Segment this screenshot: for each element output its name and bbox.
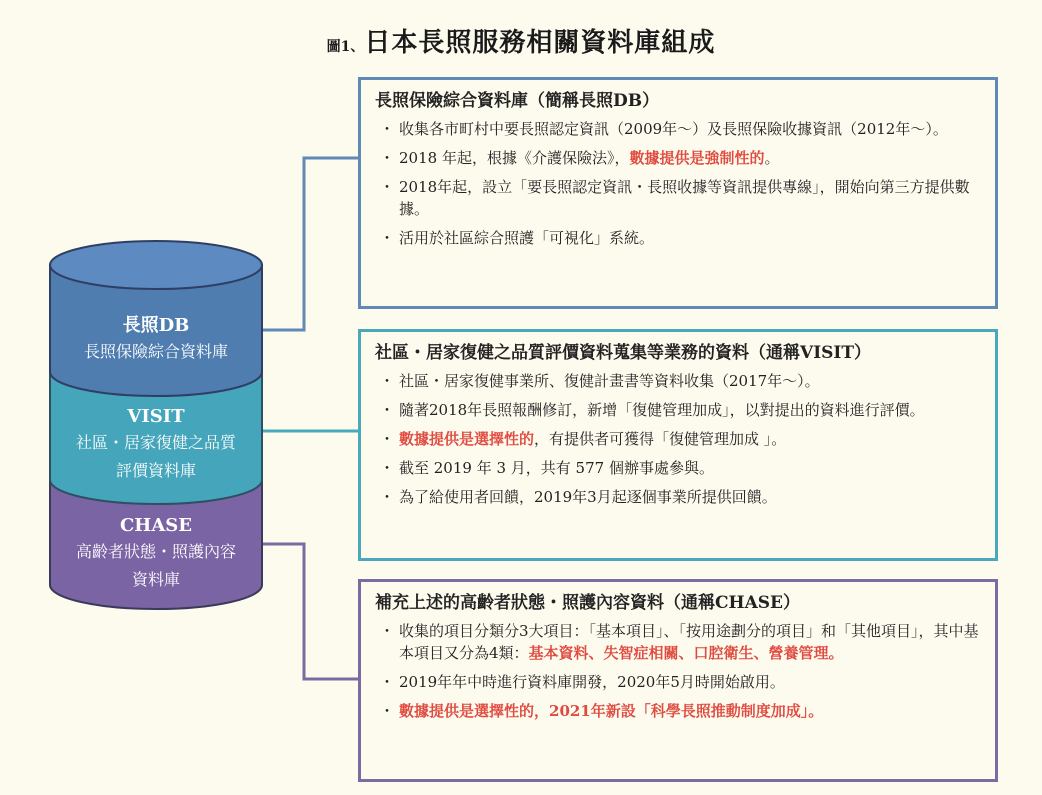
cylinder-visit-desc2: 評價資料庫 — [115, 461, 196, 480]
box-title-db: 長照保險綜合資料庫（簡稱長照DB） — [375, 91, 660, 111]
cylinder-visit-name: VISIT — [127, 406, 185, 427]
highlight-text: 數據提供是強制性的 — [629, 149, 765, 167]
figure-heading: 日本長照服務相關資料庫組成 — [364, 28, 716, 58]
cylinder-top — [50, 241, 262, 289]
list-item: ・ 隨著2018年長照報酬修訂，新增「復健管理加成」，以對提出的資料進行評價。 — [379, 401, 925, 419]
connector-chase — [262, 544, 358, 679]
cylinder-chase-desc2: 資料庫 — [131, 570, 180, 589]
info-box-visit — [358, 329, 998, 561]
list-item: ・ 數據提供是選擇性的，2021年新設「科學長照推動制度加成」。 — [379, 702, 824, 720]
list-item: ・ 數據提供是選擇性的，有提供者可獲得「復健管理加成 」。 — [379, 430, 787, 448]
cylinder-chase-desc1: 高齡者狀態・照護內容 — [75, 542, 236, 561]
list-item: ・ 收集的項目分類分3大項目：「基本項目」、「按用途劃分的項目」和「其他項目」，其中基本項目又分為4類：基本資料、失智症相關、口腔衛生、營養管理。 — [379, 622, 979, 662]
cylinder-label-visit — [48, 405, 264, 485]
list-item: ・ 2018 年起，根據《介護保險法》，數據提供是強制性的。 — [379, 149, 780, 167]
info-box-chase — [358, 579, 998, 782]
cylinder-chase-name: CHASE — [119, 515, 193, 536]
list-item: ・ 2018年起，設立「要長照認定資訊・長照收據等資訊提供專線」，開始向第三方提供數據。 — [379, 178, 970, 218]
cylinder-db-name: 長照DB — [122, 315, 190, 336]
cylinder-visit-desc1: 社區・居家復健之品質 — [75, 433, 236, 452]
box-title-chase: 補充上述的高齡者狀態・照護內容資料（通稱CHASE） — [375, 593, 801, 613]
box-title-visit: 社區・居家復健之品質評價資料蒐集等業務的資料（通稱VISIT） — [375, 343, 872, 363]
list-item: ・ 社區・居家復健事業所、復健計畫書等資料收集（2017年～）。 — [379, 372, 820, 390]
connector-db — [262, 158, 358, 330]
figure-number: 圖1、 — [326, 39, 365, 55]
highlight-text: 基本資料、失智症相關、口腔衛生、營養管理。 — [528, 644, 844, 662]
list-item: ・ 截至 2019 年 3 月，共有 577 個辦事處參與。 — [379, 459, 714, 477]
list-item: ・ 2019年年中時進行資料庫開發，2020年5月時開始啟用。 — [379, 673, 785, 691]
list-item: ・ 收集各市町村中要長照認定資訊（2009年～）及長照保險收據資訊（2012年～）。 — [379, 120, 948, 138]
list-item: ・ 活用於社區綜合照護「可視化」系統。 — [379, 229, 655, 247]
highlight-text: 數據提供是選擇性的 — [399, 430, 535, 448]
cylinder-label-db — [48, 314, 264, 366]
cylinder-label-chase — [48, 514, 264, 594]
info-box-db — [358, 77, 998, 309]
cylinder-db-desc: 長照保險綜合資料庫 — [83, 342, 228, 361]
list-item: ・ 為了給使用者回饋，2019年3月起逐個事業所提供回饋。 — [379, 488, 777, 506]
highlight-text: 數據提供是選擇性的，2021年新設「科學長照推動制度加成」。 — [399, 702, 824, 720]
